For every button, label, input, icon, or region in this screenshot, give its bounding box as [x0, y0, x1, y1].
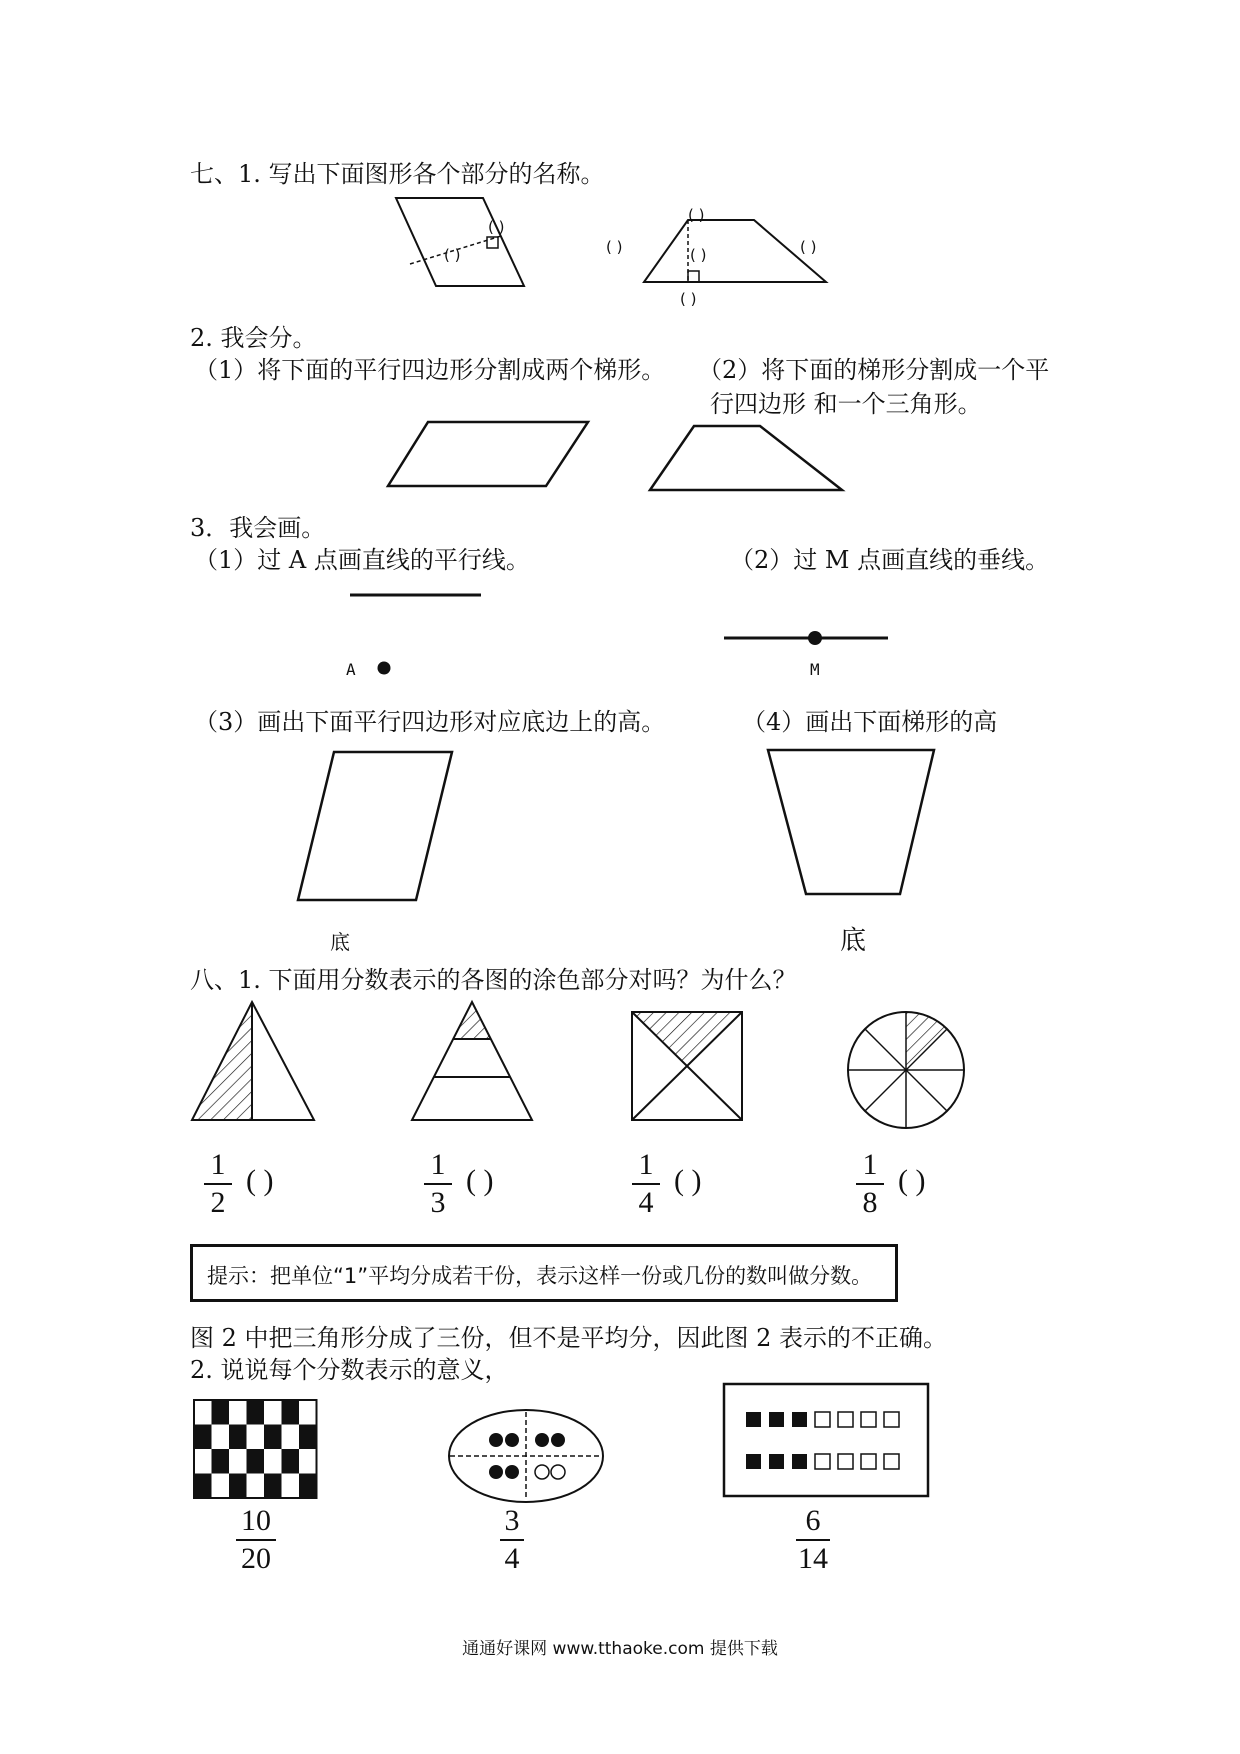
fraction-3-bar [632, 1183, 660, 1185]
parallelogram-base-label: 底 [330, 930, 350, 954]
answer-text: 图 2 中把三角形分成了三份，但不是平均分，因此图 2 表示的不正确。 [190, 1324, 948, 1352]
parallelogram-height-figure [296, 750, 456, 904]
filled-square [792, 1454, 807, 1469]
fraction-1 [204, 1148, 232, 1220]
empty-square [884, 1454, 899, 1469]
q8-2-title: 2. 说说每个分数表示的意义， [190, 1356, 509, 1384]
filled-square [769, 1454, 784, 1469]
empty-square [815, 1412, 830, 1427]
checker-cell [194, 1474, 212, 1499]
fraction-3-denominator: 4 [638, 1186, 654, 1219]
meaning-fraction-3-numerator: 6 [805, 1504, 821, 1537]
fraction-1-numerator: 1 [210, 1148, 226, 1181]
fraction-2-bar [424, 1183, 452, 1185]
checker-cell [247, 1400, 265, 1425]
fraction-4-denominator: 8 [862, 1186, 878, 1219]
ellipse-dots-figure [446, 1406, 606, 1506]
checker-cell [282, 1449, 300, 1474]
q7-2-2-line1: （2）将下面的梯形分割成一个平 [698, 356, 1050, 384]
empty-square [861, 1454, 876, 1469]
checker-cell [194, 1400, 212, 1425]
q8-1-title: 八、1. 下面用分数表示的各图的涂色部分对吗？为什么？ [190, 966, 797, 994]
q7-1-title: 七、1. 写出下面图形各个部分的名称。 [190, 160, 605, 188]
checker-cell [194, 1449, 212, 1474]
fraction-4-bar [856, 1183, 884, 1185]
checker-cell [282, 1474, 300, 1499]
meaning-fraction-2-bar [500, 1539, 524, 1541]
checker-cell [299, 1425, 317, 1450]
fraction-4-numerator: 1 [862, 1148, 878, 1181]
fraction-2-numerator: 1 [430, 1148, 446, 1181]
shaded-circle-eighth-figure [846, 1010, 966, 1130]
parallelogram-to-split [386, 420, 596, 490]
answer-paren-2[interactable]: ( ) [466, 1164, 494, 1197]
blank-parallelogram-height: ( ) [444, 246, 461, 264]
checkerboard-figure [192, 1398, 318, 1500]
filled-square [746, 1454, 761, 1469]
parallelogram-parts-figure [390, 196, 570, 291]
checker-cell [229, 1425, 247, 1450]
checker-cell [194, 1425, 212, 1450]
squares-box-figure [722, 1382, 930, 1498]
fraction-1-denominator: 2 [210, 1186, 226, 1219]
q7-3-4: （4）画出下面梯形的高 [742, 708, 998, 736]
empty-square [838, 1412, 853, 1427]
fraction-2-denominator: 3 [430, 1186, 446, 1219]
answer-paren-3[interactable]: ( ) [674, 1164, 702, 1197]
blank-trapezoid-left: ( ) [606, 238, 623, 256]
checker-cell [264, 1474, 282, 1499]
empty-square [815, 1454, 830, 1469]
filled-square [746, 1412, 761, 1427]
blank-trapezoid-height: ( ) [690, 246, 707, 264]
hint-box [190, 1244, 898, 1302]
empty-square [838, 1454, 853, 1469]
fraction-3-numerator: 1 [638, 1148, 654, 1181]
checker-cell [229, 1474, 247, 1499]
fraction-4 [856, 1148, 884, 1220]
checker-cell [299, 1400, 317, 1425]
checker-cell [264, 1425, 282, 1450]
meaning-fraction-2-denominator: 4 [504, 1542, 520, 1575]
checker-cell [229, 1400, 247, 1425]
empty-square [861, 1412, 876, 1427]
q7-3-2: （2）过 M 点画直线的垂线。 [730, 546, 1050, 574]
empty-square [884, 1412, 899, 1427]
blank-trapezoid-top: ( ) [688, 206, 705, 224]
meaning-fraction-2-numerator: 3 [504, 1504, 520, 1537]
point-m-label: M [810, 660, 820, 679]
checker-cell [247, 1425, 265, 1450]
fraction-3 [632, 1148, 660, 1220]
checker-cell [212, 1449, 230, 1474]
line-and-point-a [340, 590, 490, 680]
trapezoid-height-figure [766, 748, 936, 896]
checker-cell [282, 1400, 300, 1425]
checker-cell [282, 1425, 300, 1450]
meaning-fraction-3 [796, 1504, 830, 1576]
answer-paren-1[interactable]: ( ) [246, 1164, 274, 1197]
trapezoid-base-label: 底 [840, 926, 867, 956]
checker-cell [299, 1449, 317, 1474]
line-and-point-m [722, 628, 892, 648]
filled-square [792, 1412, 807, 1427]
meaning-fraction-1 [236, 1504, 276, 1576]
blank-trapezoid-bottom: ( ) [680, 290, 697, 308]
q7-3-1: （1）过 A 点画直线的平行线。 [194, 546, 530, 574]
checker-cell [264, 1400, 282, 1425]
shaded-triangle-half-figure [190, 1000, 316, 1122]
checker-cell [212, 1400, 230, 1425]
checker-cell [264, 1449, 282, 1474]
meaning-fraction-1-bar [236, 1539, 276, 1541]
hint-text: 提示：把单位“1”平均分成若干份，表示这样一份或几份的数叫做分数。 [207, 1264, 873, 1288]
checker-cell [212, 1425, 230, 1450]
meaning-fraction-3-denominator: 14 [798, 1542, 828, 1575]
fraction-1-bar [204, 1183, 232, 1185]
meaning-fraction-2 [500, 1504, 524, 1576]
checker-cell [247, 1474, 265, 1499]
checker-cell [212, 1474, 230, 1499]
meaning-fraction-3-bar [796, 1539, 830, 1541]
fraction-2 [424, 1148, 452, 1220]
checker-cell [229, 1449, 247, 1474]
q7-3-title: 3．我会画。 [190, 514, 326, 542]
meaning-fraction-1-denominator: 20 [241, 1542, 271, 1575]
footer-credit: 通通好课网 www.tthaoke.com 提供下载 [462, 1639, 778, 1659]
meaning-fraction-1-numerator: 10 [241, 1504, 271, 1537]
checker-cell [299, 1474, 317, 1499]
q7-3-3: （3）画出下面平行四边形对应底边上的高。 [194, 708, 666, 736]
shaded-triangle-third-figure [410, 1000, 534, 1122]
filled-square [769, 1412, 784, 1427]
q7-2-1: （1）将下面的平行四边形分割成两个梯形。 [194, 356, 666, 384]
blank-parallelogram-side: ( ) [488, 218, 505, 236]
trapezoid-to-split [648, 424, 846, 494]
blank-trapezoid-right: ( ) [800, 238, 817, 256]
q7-2-2-line2: 行四边形 和一个三角形。 [710, 390, 982, 418]
q7-2-title: 2. 我会分。 [190, 324, 317, 352]
point-a-label: A [346, 660, 356, 679]
answer-paren-4[interactable]: ( ) [898, 1164, 926, 1197]
shaded-square-quarter-figure [630, 1010, 744, 1122]
checker-cell [247, 1449, 265, 1474]
